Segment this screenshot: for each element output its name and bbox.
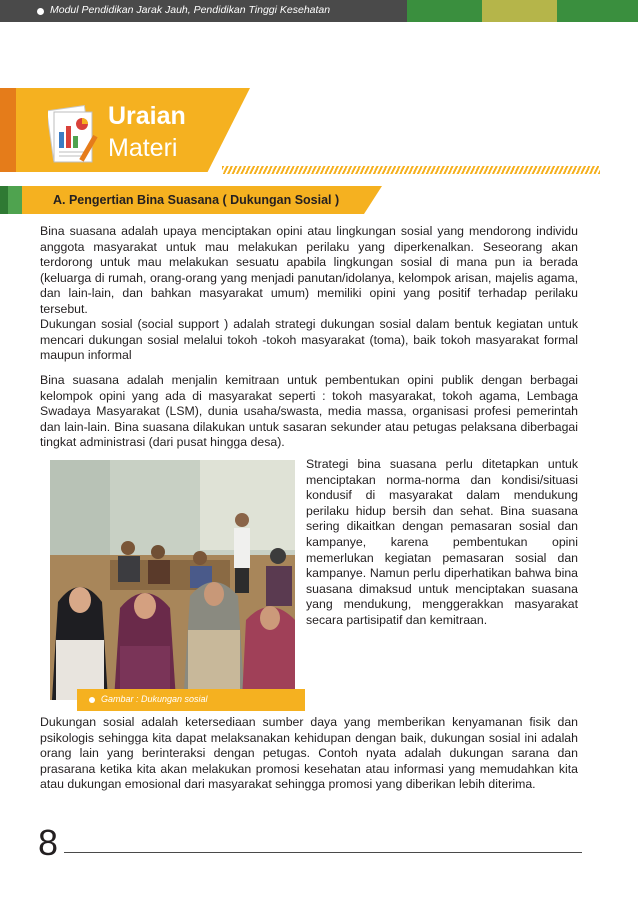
bullet-dot-icon <box>89 697 95 703</box>
paragraph-bina-suasana-definition: Bina suasana adalah upaya menciptakan opini atau lingkungan sosial yang mendorong individu anggota masyarakat untuk mau melakukan perilaku yang diperkenalkan. Seseorang akan terdorong untuk mau melakukan sesuatu apabila lingkungan sosial di mana pun ia berada (keluarga di rumah, orang-orang yang menjadi panutan/idolanya, kelompok arisan, majelis agama, dan lain-lain, dan bahkan masyarakat umum) memiliki opini yang positif terhadap perilaku tersebut. <box>40 224 578 316</box>
bullet-dot-icon <box>37 8 44 15</box>
section-green-marker <box>8 186 22 214</box>
figure-caption: Gambar : Dukungan sosial <box>101 694 208 704</box>
figure-caption-bar <box>77 689 305 711</box>
document-chart-icon <box>48 104 100 166</box>
header-strip <box>0 0 638 22</box>
section-heading: A. Pengertian Bina Suasana ( Dukungan Sosial ) <box>53 193 340 207</box>
banner-yellow-stripe <box>16 88 38 172</box>
paragraph-dukungan-sosial-definition: Dukungan sosial adalah ketersediaan sumber daya yang memberikan kenyamanan fisik dan psikologis sehingga kita dapat melaksanakan kehidupan dengan baik, dukungan sosial ini adalah orang lain yang berinteraksi dengan petugas. Contoh nyata adalah dukungan sarana dan prasarana ketika kita akan melakukan promosi kesehatan atau informasi yang memudahkan kita atau dukungan emosional dari masyarakat sehingga promosi yang diberikan lebih diterima. <box>40 715 578 792</box>
header-green-band <box>407 0 482 22</box>
community-meeting-photo <box>50 460 295 700</box>
paragraph-strategi-bina-suasana: Strategi bina suasana perlu ditetapkan untuk menciptakan norma-norma dan kondisi/situasi kondusif di masyarakat dalam mendukung perilaku hidup bersih dan sehat. Bina suasana sering dikaitkan dengan pemasaran sosial dan kampanye, karena pembentukan opini memerlukan kegiatan pemasaran sosial dan kampanye. Namun perlu diperhatikan bahwa bina suasana dimaksud untuk menciptakan suasana yang mendukung, menggerakkan masyarakat secara partisipatif dan kemitraan. <box>306 457 578 627</box>
header-olive-band <box>482 0 557 22</box>
paragraph-dukungan-sosial-strategy: Dukungan sosial (social support ) adalah strategi dukungan sosial dalam bentuk kegiatan untuk mencari dukungan sosial melalui tokoh -tokoh masyarakat (toma), baik tokoh masyarakat formal maupun informal <box>40 317 578 363</box>
footer-rule <box>64 852 582 853</box>
module-title: Modul Pendidikan Jarak Jauh, Pendidikan Tinggi Kesehatan <box>50 4 331 16</box>
banner-title-uraian: Uraian <box>108 102 186 130</box>
banner-title-materi: Materi <box>108 134 178 162</box>
header-green-band-right <box>557 0 638 22</box>
banner-orange-stripe <box>0 88 16 172</box>
banner-hatch-line <box>222 166 600 174</box>
section-dark-marker <box>0 186 8 214</box>
paragraph-kemitraan: Bina suasana adalah menjalin kemitraan untuk pembentukan opini publik dengan berbagai kelompok opini yang ada di masyarakat seperti : tokoh masyarakat, tokoh agama, Lembaga Swadaya Masyarakat (LSM), dunia usaha/swasta, media massa, organisasi profesi pemerintah dan lain-lain. Bina suasana dilakukan untuk sasaran sekunder atau petugas pelaksana diberbagai tingkat administrasi (dari pusat hingga desa). <box>40 373 578 450</box>
page-number: 8 <box>38 822 59 863</box>
